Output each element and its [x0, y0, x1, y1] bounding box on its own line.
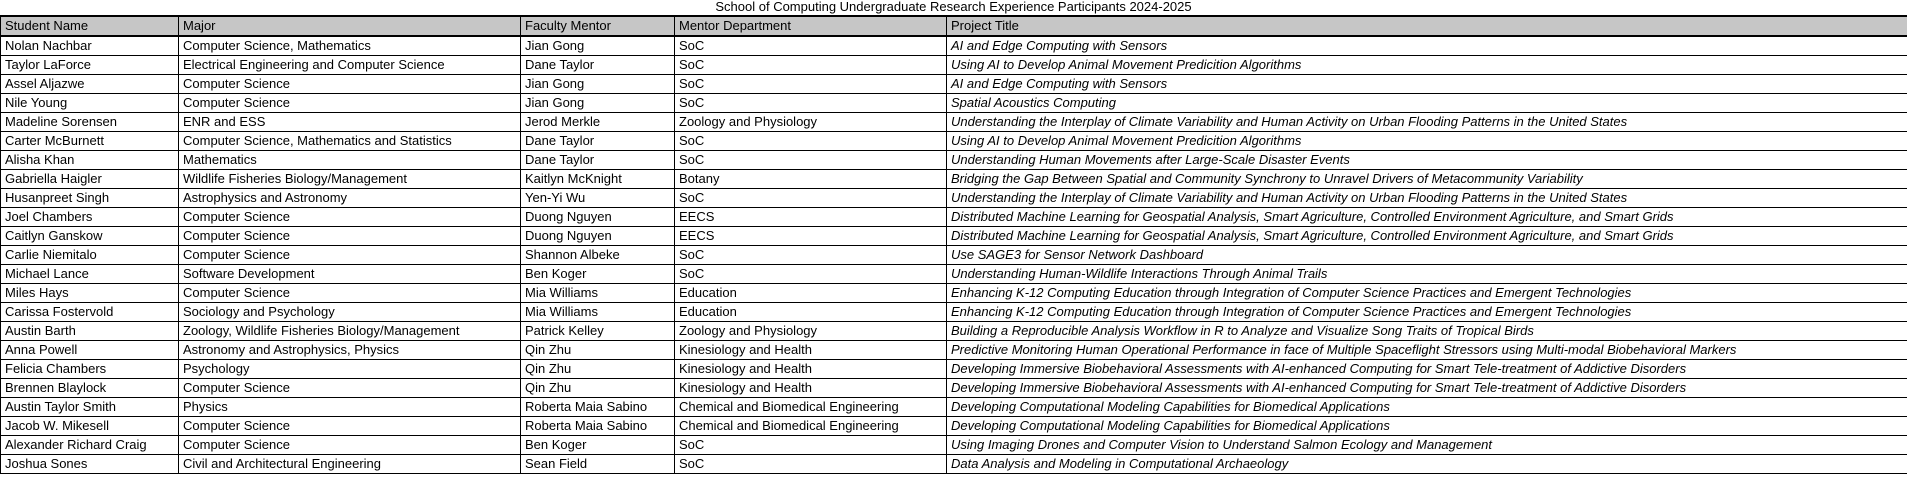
student-name-cell[interactable]: Nile Young — [1, 94, 179, 113]
major-cell[interactable]: Computer Science — [179, 284, 521, 303]
major-cell[interactable]: ENR and ESS — [179, 113, 521, 132]
project-title-cell[interactable]: Using Imaging Drones and Computer Vision to Understand Salmon Ecology and Management — [947, 436, 1907, 455]
project-title-cell[interactable]: Enhancing K-12 Computing Education through Integration of Computer Science Practices and Emergent Technologies — [947, 284, 1907, 303]
table-row — [1, 341, 1907, 360]
table-row — [1, 284, 1907, 303]
student-name-cell[interactable]: Carlie Niemitalo — [1, 246, 179, 265]
column-header-mentor-department[interactable]: Mentor Department — [675, 16, 947, 36]
mentor-department-cell[interactable]: Education — [675, 303, 947, 322]
student-name-cell[interactable]: Alexander Richard Craig — [1, 436, 179, 455]
major-cell[interactable]: Software Development — [179, 265, 521, 284]
student-name-cell[interactable]: Joshua Sones — [1, 455, 179, 474]
major-cell[interactable]: Computer Science — [179, 94, 521, 113]
mentor-department-cell[interactable]: SoC — [675, 94, 947, 113]
major-cell[interactable]: Electrical Engineering and Computer Science — [179, 56, 521, 75]
major-cell[interactable]: Civil and Architectural Engineering — [179, 455, 521, 474]
faculty-mentor-cell[interactable]: Qin Zhu — [521, 341, 675, 360]
student-name-cell[interactable]: Joel Chambers — [1, 208, 179, 227]
project-title-cell[interactable]: Enhancing K-12 Computing Education through Integration of Computer Science Practices and Emergent Technologies — [947, 303, 1907, 322]
project-title-cell[interactable]: AI and Edge Computing with Sensors — [947, 75, 1907, 94]
faculty-mentor-cell[interactable]: Jian Gong — [521, 94, 675, 113]
faculty-mentor-cell[interactable]: Kaitlyn McKnight — [521, 170, 675, 189]
major-cell[interactable]: Astrophysics and Astronomy — [179, 189, 521, 208]
project-title-cell[interactable]: Developing Computational Modeling Capabilities for Biomedical Applications — [947, 398, 1907, 417]
faculty-mentor-cell[interactable]: Patrick Kelley — [521, 322, 675, 341]
major-cell[interactable]: Computer Science — [179, 246, 521, 265]
major-cell[interactable]: Zoology, Wildlife Fisheries Biology/Management — [179, 322, 521, 341]
table-row — [1, 56, 1907, 75]
table-row — [1, 94, 1907, 113]
student-name-cell[interactable]: Felicia Chambers — [1, 360, 179, 379]
student-name-cell[interactable]: Austin Taylor Smith — [1, 398, 179, 417]
faculty-mentor-cell[interactable]: Dane Taylor — [521, 132, 675, 151]
student-name-cell[interactable]: Nolan Nachbar — [1, 36, 179, 56]
mentor-department-cell[interactable]: SoC — [675, 246, 947, 265]
project-title-cell[interactable]: Predictive Monitoring Human Operational Performance in face of Multiple Spaceflight Stressors using Multi-modal Biobehavioral Markers — [947, 341, 1907, 360]
faculty-mentor-cell[interactable]: Shannon Albeke — [521, 246, 675, 265]
table-row — [1, 360, 1907, 379]
mentor-department-cell[interactable]: Kinesiology and Health — [675, 341, 947, 360]
mentor-department-cell[interactable]: SoC — [675, 75, 947, 94]
table-row — [1, 227, 1907, 246]
sheet-title: School of Computing Undergraduate Research Experience Participants 2024-2025 — [715, 0, 1192, 14]
major-cell[interactable]: Sociology and Psychology — [179, 303, 521, 322]
major-cell[interactable]: Computer Science — [179, 436, 521, 455]
mentor-department-cell[interactable]: SoC — [675, 189, 947, 208]
student-name-cell[interactable]: Taylor LaForce — [1, 56, 179, 75]
student-name-cell[interactable]: Madeline Sorensen — [1, 113, 179, 132]
project-title-cell[interactable]: Bridging the Gap Between Spatial and Community Synchrony to Unravel Drivers of Metacommunity Variability — [947, 170, 1907, 189]
table-row — [1, 246, 1907, 265]
project-title-cell[interactable]: Data Analysis and Modeling in Computational Archaeology — [947, 455, 1907, 474]
mentor-department-cell[interactable]: Education — [675, 284, 947, 303]
project-title-cell[interactable]: Developing Computational Modeling Capabilities for Biomedical Applications — [947, 417, 1907, 436]
faculty-mentor-cell[interactable]: Roberta Maia Sabino — [521, 398, 675, 417]
column-header-student-name[interactable]: Student Name — [1, 16, 179, 36]
table-row — [1, 379, 1907, 398]
student-name-cell[interactable]: Anna Powell — [1, 341, 179, 360]
column-header-project-title[interactable]: Project Title — [947, 16, 1907, 36]
project-title-cell[interactable]: Understanding Human Movements after Large-Scale Disaster Events — [947, 151, 1907, 170]
project-title-cell[interactable]: Spatial Acoustics Computing — [947, 94, 1907, 113]
table-row — [1, 417, 1907, 436]
student-name-cell[interactable]: Michael Lance — [1, 265, 179, 284]
student-name-cell[interactable]: Assel Aljazwe — [1, 75, 179, 94]
mentor-department-cell[interactable]: SoC — [675, 436, 947, 455]
major-cell[interactable]: Computer Science — [179, 417, 521, 436]
project-title-cell[interactable]: Understanding the Interplay of Climate Variability and Human Activity on Urban Flooding Patterns in the United States — [947, 113, 1907, 132]
header-row — [1, 16, 1907, 36]
column-header-major[interactable]: Major — [179, 16, 521, 36]
student-name-cell[interactable]: Brennen Blaylock — [1, 379, 179, 398]
faculty-mentor-cell[interactable]: Jian Gong — [521, 36, 675, 56]
faculty-mentor-cell[interactable]: Ben Koger — [521, 436, 675, 455]
table-row — [1, 436, 1907, 455]
student-name-cell[interactable]: Gabriella Haigler — [1, 170, 179, 189]
major-cell[interactable]: Computer Science — [179, 208, 521, 227]
table-row — [1, 113, 1907, 132]
major-cell[interactable]: Psychology — [179, 360, 521, 379]
major-cell[interactable]: Mathematics — [179, 151, 521, 170]
student-name-cell[interactable]: Caitlyn Ganskow — [1, 227, 179, 246]
mentor-department-cell[interactable]: Chemical and Biomedical Engineering — [675, 398, 947, 417]
major-cell[interactable]: Physics — [179, 398, 521, 417]
faculty-mentor-cell[interactable]: Dane Taylor — [521, 151, 675, 170]
mentor-department-cell[interactable]: SoC — [675, 36, 947, 56]
project-title-cell[interactable]: Understanding the Interplay of Climate Variability and Human Activity on Urban Flooding Patterns in the United States — [947, 189, 1907, 208]
faculty-mentor-cell[interactable]: Duong Nguyen — [521, 227, 675, 246]
mentor-department-cell[interactable]: Zoology and Physiology — [675, 113, 947, 132]
student-name-cell[interactable]: Miles Hays — [1, 284, 179, 303]
faculty-mentor-cell[interactable]: Qin Zhu — [521, 360, 675, 379]
student-name-cell[interactable]: Carter McBurnett — [1, 132, 179, 151]
table-row — [1, 132, 1907, 151]
column-header-faculty-mentor[interactable]: Faculty Mentor — [521, 16, 675, 36]
project-title-cell[interactable]: Building a Reproducible Analysis Workflow in R to Analyze and Visualize Song Traits of Tropical Birds — [947, 322, 1907, 341]
mentor-department-cell[interactable]: SoC — [675, 56, 947, 75]
table-row — [1, 265, 1907, 284]
major-cell[interactable]: Wildlife Fisheries Biology/Management — [179, 170, 521, 189]
mentor-department-cell[interactable]: SoC — [675, 151, 947, 170]
major-cell[interactable]: Computer Science — [179, 75, 521, 94]
student-name-cell[interactable]: Alisha Khan — [1, 151, 179, 170]
major-cell[interactable]: Computer Science, Mathematics — [179, 36, 521, 56]
mentor-department-cell[interactable]: Botany — [675, 170, 947, 189]
project-title-cell[interactable]: Using AI to Develop Animal Movement Predicition Algorithms — [947, 56, 1907, 75]
table-row — [1, 208, 1907, 227]
table-body — [1, 36, 1907, 474]
project-title-cell[interactable]: Distributed Machine Learning for Geospatial Analysis, Smart Agriculture, Controlled Environment Agriculture, and Smart Grids — [947, 227, 1907, 246]
table-row — [1, 75, 1907, 94]
student-name-cell[interactable]: Austin Barth — [1, 322, 179, 341]
faculty-mentor-cell[interactable]: Duong Nguyen — [521, 208, 675, 227]
student-name-cell[interactable]: Jacob W. Mikesell — [1, 417, 179, 436]
table-row — [1, 36, 1907, 56]
table-row — [1, 189, 1907, 208]
faculty-mentor-cell[interactable]: Ben Koger — [521, 265, 675, 284]
mentor-department-cell[interactable]: Zoology and Physiology — [675, 322, 947, 341]
table-row — [1, 170, 1907, 189]
project-title-cell[interactable]: AI and Edge Computing with Sensors — [947, 36, 1907, 56]
faculty-mentor-cell[interactable]: Dane Taylor — [521, 56, 675, 75]
project-title-cell[interactable]: Using AI to Develop Animal Movement Predicition Algorithms — [947, 132, 1907, 151]
faculty-mentor-cell[interactable]: Sean Field — [521, 455, 675, 474]
project-title-cell[interactable]: Understanding Human-Wildlife Interactions Through Animal Trails — [947, 265, 1907, 284]
faculty-mentor-cell[interactable]: Yen-Yi Wu — [521, 189, 675, 208]
mentor-department-cell[interactable]: SoC — [675, 265, 947, 284]
project-title-cell[interactable]: Use SAGE3 for Sensor Network Dashboard — [947, 246, 1907, 265]
faculty-mentor-cell[interactable]: Roberta Maia Sabino — [521, 417, 675, 436]
mentor-department-cell[interactable]: SoC — [675, 455, 947, 474]
major-cell[interactable]: Computer Science — [179, 227, 521, 246]
mentor-department-cell[interactable]: Kinesiology and Health — [675, 379, 947, 398]
major-cell[interactable]: Astronomy and Astrophysics, Physics — [179, 341, 521, 360]
mentor-department-cell[interactable]: Chemical and Biomedical Engineering — [675, 417, 947, 436]
table-row — [1, 322, 1907, 341]
student-name-cell[interactable]: Carissa Fostervold — [1, 303, 179, 322]
table-row — [1, 455, 1907, 474]
mentor-department-cell[interactable]: EECS — [675, 208, 947, 227]
faculty-mentor-cell[interactable]: Mia Williams — [521, 284, 675, 303]
project-title-cell[interactable]: Developing Immersive Biobehavioral Assessments with AI-enhanced Computing for Smart Tele-treatment of Addictive Disorders — [947, 379, 1907, 398]
major-cell[interactable]: Computer Science — [179, 379, 521, 398]
project-title-cell[interactable]: Developing Immersive Biobehavioral Assessments with AI-enhanced Computing for Smart Tele-treatment of Addictive Disorders — [947, 360, 1907, 379]
faculty-mentor-cell[interactable]: Qin Zhu — [521, 379, 675, 398]
faculty-mentor-cell[interactable]: Jian Gong — [521, 75, 675, 94]
mentor-department-cell[interactable]: SoC — [675, 132, 947, 151]
mentor-department-cell[interactable]: EECS — [675, 227, 947, 246]
table-row — [1, 398, 1907, 417]
table-row — [1, 303, 1907, 322]
mentor-department-cell[interactable]: Kinesiology and Health — [675, 360, 947, 379]
major-cell[interactable]: Computer Science, Mathematics and Statistics — [179, 132, 521, 151]
faculty-mentor-cell[interactable]: Mia Williams — [521, 303, 675, 322]
student-name-cell[interactable]: Husanpreet Singh — [1, 189, 179, 208]
project-title-cell[interactable]: Distributed Machine Learning for Geospatial Analysis, Smart Agriculture, Controlled Environment Agriculture, and Smart Grids — [947, 208, 1907, 227]
faculty-mentor-cell[interactable]: Jerod Merkle — [521, 113, 675, 132]
table-row — [1, 151, 1907, 170]
participants-table — [0, 15, 1907, 474]
